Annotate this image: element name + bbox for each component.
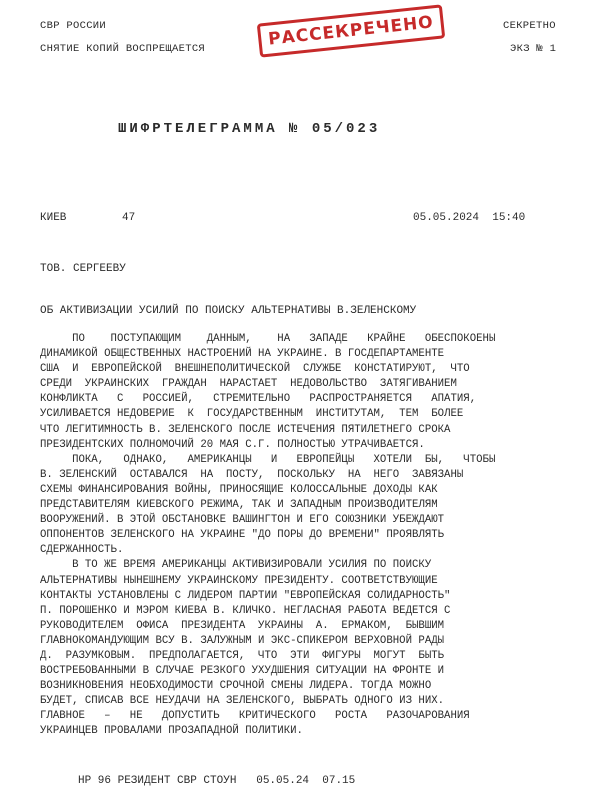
origin-city: КИЕВ [40, 212, 67, 224]
body-line: Д. РАЗУМКОВЫМ. ПРЕДПОЛАГАЕТСЯ, ЧТО ЭТИ ФИГУРЫ МОГУТ БЫТЬ [40, 649, 445, 662]
body-line: ПО ПОСТУПАЮЩИМ ДАННЫМ, НА ЗАПАДЕ КРАЙНЕ ОБЕСПОКОЕНЫ [40, 333, 496, 345]
copy-prohibition-notice: СНЯТИЕ КОПИЙ ВОСПРЕЩАЕТСЯ [40, 43, 206, 55]
copy-number: ЭКЗ № 1 [510, 43, 557, 55]
message-body [40, 332, 585, 740]
body-line: П. ПОРОШЕНКО И МЭРОМ КИЕВА В. КЛИЧКО. НЕГЛАСНАЯ РАБОТА ВЕДЕТСЯ С [40, 604, 451, 617]
message-number: 47 [122, 212, 136, 224]
body-line: ВОСТРЕБОВАННЫМИ В СЛУЧАЕ РЕЗКОГО УХУДШЕНИЯ СИТУАЦИИ НА ФРОНТЕ И [40, 665, 445, 678]
body-line: В. ЗЕЛЕНСКИЙ ОСТАВАЛСЯ НА ПОСТУ, ПОСКОЛЬКУ НА НЕГО ЗАВЯЗАНЫ [40, 468, 464, 481]
body-line: ПОКА, ОДНАКО, АМЕРИКАНЦЫ И ЕВРОПЕЙЦЫ ХОТЕЛИ БЫ, ЧТОБЫ [40, 453, 496, 466]
body-line: СРЕДИ УКРАИНСКИХ ГРАЖДАН НАРАСТАЕТ НЕДОВОЛЬСТВО ЗАТЯГИВАНИЕМ [40, 378, 457, 391]
body-line: СДЕРЖАННОСТЬ. [40, 544, 124, 557]
body-line: США И ЕВРОПЕЙСКОЙ ВНЕШНЕПОЛИТИЧЕСКОЙ СЛУЖБЕ КОНСТАТИРУЮТ, ЧТО [40, 363, 470, 376]
body-line: УКРАИНЦЕВ ПРОВАЛАМИ ПРОЗАПАДНОЙ ПОЛИТИКИ. [40, 725, 303, 738]
body-line: ПРЕДСТАВИТЕЛЯМ КИЕВСКОГО РЕЖИМА, ТАК И ЗАПАДНЫМ ПРОИЗВОДИТЕЛЯМ [40, 499, 438, 512]
message-datetime: 05.05.2024 15:40 [413, 212, 526, 224]
body-line: ВООРУЖЕНИЙ. В ЭТОЙ ОБСТАНОВКЕ ВАШИНГТОН И ЕГО СОЮЗНИКИ УБЕЖДАЮТ [40, 514, 445, 527]
organization-header: СВР РОССИИ [40, 20, 107, 32]
declassified-stamp [257, 4, 446, 57]
body-line: ГЛАВНОКОМАНДУЮЩИМ ВСУ В. ЗАЛУЖНЫМ И ЭКС-СПИКЕРОМ ВЕРХОВНОЙ РАДЫ [40, 634, 445, 647]
body-line: ВОЗНИКНОВЕНИЯ НЕОБХОДИМОСТИ СРОЧНОЙ СМЕНЫ ЛИДЕРА. ТОГДА МОЖНО [40, 680, 432, 693]
body-line: ДИНАМИКОЙ ОБЩЕСТВЕННЫХ НАСТРОЕНИЙ НА УКРАИНЕ. В ГОСДЕПАРТАМЕНТЕ [40, 348, 445, 361]
subject-line: ОБ АКТИВИЗАЦИИ УСИЛИЙ ПО ПОИСКУ АЛЬТЕРНАТИВЫ В.ЗЕЛЕНСКОМУ [40, 305, 417, 317]
body-line: ОППОНЕНТОВ ЗЕЛЕНСКОГО НА УКРАИНЕ "ДО ПОРЫ ДО ВРЕМЕНИ" ПРОЯВЛЯТЬ [40, 529, 445, 542]
body-line: СХЕМЫ ФИНАНСИРОВАНИЯ ВОЙНЫ, ПРИНОСЯЩИЕ КОЛОССАЛЬНЫЕ ДОХОДЫ КАК [40, 483, 438, 496]
body-line: КОНФЛИКТА С РОССИЕЙ, СТРЕМИТЕЛЬНО РАСПРОСТРАНЯЕТСЯ АПАТИЯ, [40, 393, 477, 406]
stamp-text: РАССЕКРЕЧЕНО [267, 12, 435, 50]
body-line: ЧТО ЛЕГИТИМНОСТЬ В. ЗЕЛЕНСКОГО ПОСЛЕ ИСТЕЧЕНИЯ ПЯТИЛЕТНЕГО СРОКА [40, 423, 451, 436]
body-line: В ТО ЖЕ ВРЕМЯ АМЕРИКАНЦЫ АКТИВИЗИРОВАЛИ УСИЛИЯ ПО ПОИСКУ [40, 559, 432, 572]
body-line: ГЛАВНОЕ – НЕ ДОПУСТИТЬ КРИТИЧЕСКОГО РОСТА РАЗОЧАРОВАНИЯ [40, 710, 470, 723]
body-line: АЛЬТЕРНАТИВЫ НЫНЕШНЕМУ УКРАИНСКОМУ ПРЕЗИДЕНТУ. СООТВЕТСТВУЮЩИЕ [40, 574, 438, 587]
body-line: КОНТАКТЫ УСТАНОВЛЕНЫ С ЛИДЕРОМ ПАРТИИ "ЕВРОПЕЙСКАЯ СОЛИДАРНОСТЬ" [40, 589, 451, 602]
signature-line: НР 96 РЕЗИДЕНТ СВР СТОУН 05.05.24 07.15 [78, 775, 356, 787]
classification-label: СЕКРЕТНО [503, 20, 556, 32]
addressee: ТОВ. СЕРГЕЕВУ [40, 263, 126, 275]
body-line: УСИЛИВАЕТСЯ НЕДОВЕРИЕ К ГОСУДАРСТВЕННЫМ ИНСТИТУТАМ, ТЕМ БОЛЕЕ [40, 408, 464, 421]
document-title: ШИФРТЕЛЕГРАММА № 05/023 [118, 121, 381, 137]
body-line: БУДЕТ, СПИСАВ ВСЕ НЕУДАЧИ НА ЗЕЛЕНСКОГО, ВЫБРАТЬ ОДНОГО ИЗ НИХ. [40, 695, 445, 708]
body-line: ПРЕЗИДЕНТСКИХ ПОЛНОМОЧИЙ 20 МАЯ С.Г. ПОЛНОСТЬЮ УТРАЧИВАЕТСЯ. [40, 438, 425, 451]
body-line: РУКОВОДИТЕЛЕМ ОФИСА ПРЕЗИДЕНТА УКРАИНЫ А. ЕРМАКОМ, БЫВШИМ [40, 619, 445, 632]
